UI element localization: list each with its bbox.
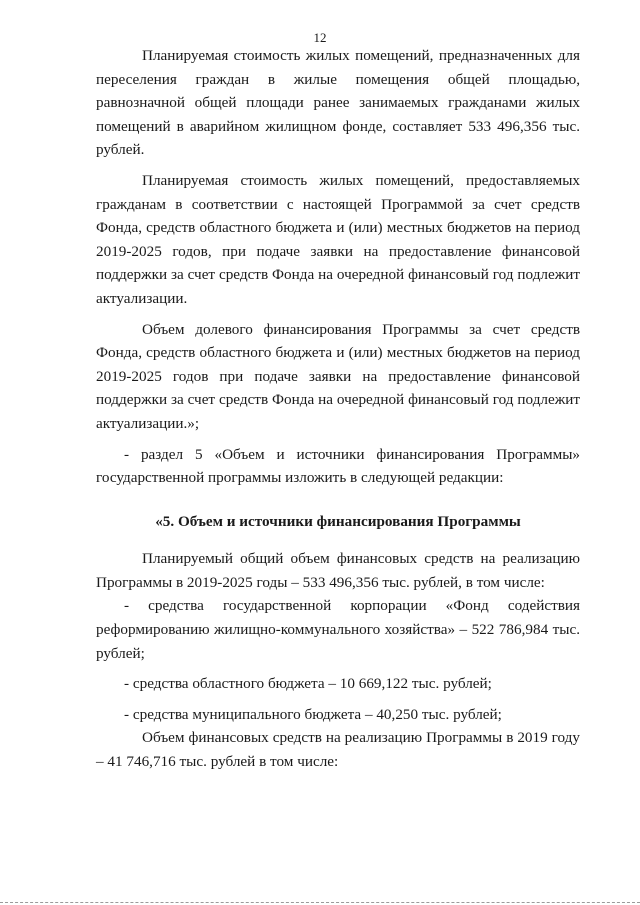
paragraph-2019-financing: Объем финансовых средств на реализацию Программы в 2019 году – 41 746,716 тыс. рублей в том числе: <box>96 729 580 771</box>
list-item-municipal-budget: - средства муниципального бюджета – 40,250 тыс. рублей; <box>124 705 502 723</box>
paragraph-section-5-amendment: - раздел 5 «Объем и источники финансирования Программы» государственной программы изложить в следующей редакции: <box>96 445 580 487</box>
page-number: 12 <box>313 30 327 45</box>
list-item-regional-budget: - средства областного бюджета – 10 669,122 тыс. рублей; <box>124 675 492 693</box>
paragraph-total-financing: Планируемый общий объем финансовых средств на реализацию Программы в 2019-2025 годы – 533 496,356 тыс. рублей, в том числе: <box>96 550 580 591</box>
paragraph-housing-cost: Планируемая стоимость жилых помещений, предназначенных для переселения граждан в жилые помещения общей площадью, равнозначной общей площади ранее занимаемых гражданами жилых помещений в аварийном жилищном фонде, составляет 533 496,356 тыс. рублей. <box>96 47 580 159</box>
paragraph-planned-cost: Планируемая стоимость жилых помещений, предоставляемых гражданам в соответствии с настоящей Программой за счет средств Фонда, средств областного бюджета и (или) местных бюджетов на период 2019-2025 годов, при подаче заявки на предоставление финансовой поддержки за счет средств Фонда на очередной финансовый год подлежит актуализации. <box>96 171 580 307</box>
list-item-fund: - средства государственной корпорации «Фонд содействия реформированию жилищно-коммунального хозяйства» – 522 786,984 тыс. рублей; <box>96 597 580 662</box>
document-body <box>96 44 580 774</box>
paragraph-shared-financing: Объем долевого финансирования Программы за счет средств Фонда, средств областного бюджета и (или) местных бюджетов на период 2019-2025 годов при подаче заявки на предоставление финансовой поддержки за счет средств Фонда на очередной финансовый год подлежит актуализации.»; <box>96 320 580 432</box>
scan-edge-line <box>0 902 640 903</box>
section-heading: «5. Объем и источники финансирования Программы <box>155 512 521 530</box>
